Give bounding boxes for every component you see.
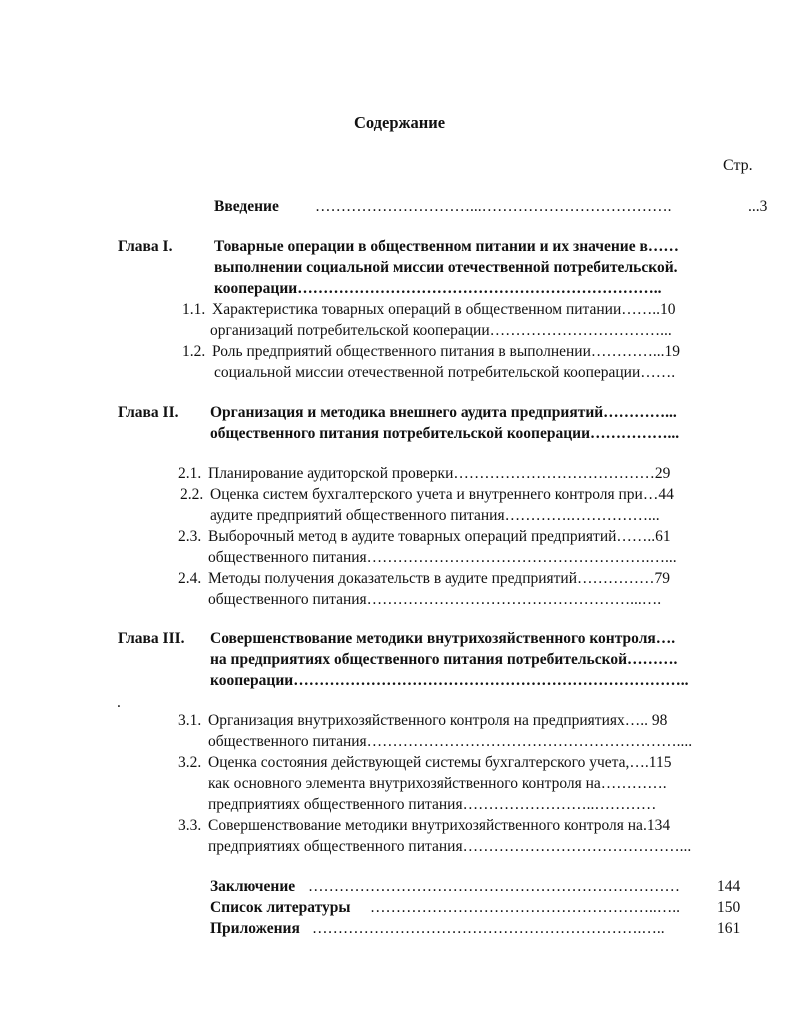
section-title-line: Совершенствование методики внутрихозяйственного контроля на.134 xyxy=(208,817,671,834)
chapter-title-line: Совершенствование методики внутрихозяйственного контроля…. xyxy=(210,630,676,647)
page-title: Содержание xyxy=(353,113,446,132)
section-number: 1.1. xyxy=(182,301,206,318)
chapter-label: Глава I. xyxy=(118,238,173,255)
section-title-line: общественного питания……………………………………………...…. xyxy=(208,591,662,608)
chapter-title-line: Товарные операции в общественном питании и их значение в…… xyxy=(214,238,679,255)
chapter-title-line: Организация и методика внешнего аудита предприятий…………... xyxy=(210,404,677,421)
closing-page: 150 xyxy=(717,899,741,916)
intro-label: Введение xyxy=(214,198,279,215)
intro-page: ...3 xyxy=(748,198,768,215)
section-number: 3.2. xyxy=(178,754,202,771)
section-title-line: социальной миссии отечественной потребительской кооперации……. xyxy=(214,364,676,381)
section-title-line: как основного элемента внутрихозяйственного контроля на…………. xyxy=(208,775,667,792)
section-title-line: аудите предприятий общественного питания………….……………... xyxy=(210,507,660,524)
closing-label: Приложения xyxy=(210,920,300,937)
intro-dots: …………………………...………………………………. xyxy=(315,198,672,215)
section-number: 2.3. xyxy=(178,528,202,545)
closing-dots: ……………………………………………………….….. xyxy=(312,920,665,937)
chapter-title-line: кооперации………………………………………………………………….. xyxy=(210,672,689,689)
section-number: 3.3. xyxy=(178,817,202,834)
chapter-title-line: общественного питания потребительской кооперации……………... xyxy=(210,425,680,442)
section-title-line: Планирование аудиторской проверки…………………………………29 xyxy=(208,465,671,482)
section-title-line: Выборочный метод в аудите товарных операций предприятий……..61 xyxy=(208,528,671,545)
closing-page: 161 xyxy=(717,920,741,937)
closing-dots: ………………………………………………..….. xyxy=(370,899,680,916)
closing-page: 144 xyxy=(717,878,741,895)
section-title-line: Методы получения доказательств в аудите предприятий……………79 xyxy=(208,570,671,587)
section-number: 2.2. xyxy=(180,486,204,503)
section-title-line: Оценка систем бухгалтерского учета и внутреннего контроля при…44 xyxy=(210,486,674,503)
section-number: 2.1. xyxy=(178,465,202,482)
section-title-line: Характеристика товарных операций в общественном питании……..10 xyxy=(212,301,676,318)
section-number: 3.1. xyxy=(178,712,202,729)
section-title-line: организаций потребительской кооперации……………………………... xyxy=(210,322,672,339)
closing-label: Список литературы xyxy=(210,899,351,916)
section-title-line: Роль предприятий общественного питания в выполнении…………...19 xyxy=(212,343,681,360)
section-title-line: Оценка состояния действующей системы бухгалтерского учета,….115 xyxy=(208,754,672,771)
chapter-label: Глава II. xyxy=(118,404,179,421)
page-column-header: Стр. xyxy=(723,157,753,174)
chapter-title-line: кооперации…………………………………………………………….. xyxy=(214,280,662,297)
section-title-line: предприятиях общественного питания……………………………………... xyxy=(208,838,692,855)
section-title-line: общественного питания…………………………………………………….... xyxy=(208,733,693,750)
section-title-line: Организация внутрихозяйственного контроля на предприятиях….. 98 xyxy=(208,712,668,729)
stray-dot: . xyxy=(117,694,121,711)
chapter-title-line: на предприятиях общественного питания потребительской………. xyxy=(210,651,678,668)
chapter-label: Глава III. xyxy=(118,630,185,647)
section-number: 2.4. xyxy=(178,570,202,587)
chapter-title-line: выполнении социальной миссии отечественной потребительской. xyxy=(214,259,678,276)
section-number: 1.2. xyxy=(182,343,206,360)
closing-dots: ……………………………………………………………… xyxy=(308,878,680,895)
section-title-line: общественного питания……………………………………………….…... xyxy=(208,549,677,566)
section-title-line: предприятиях общественного питания……………………..………… xyxy=(208,796,657,813)
closing-label: Заключение xyxy=(210,878,296,895)
